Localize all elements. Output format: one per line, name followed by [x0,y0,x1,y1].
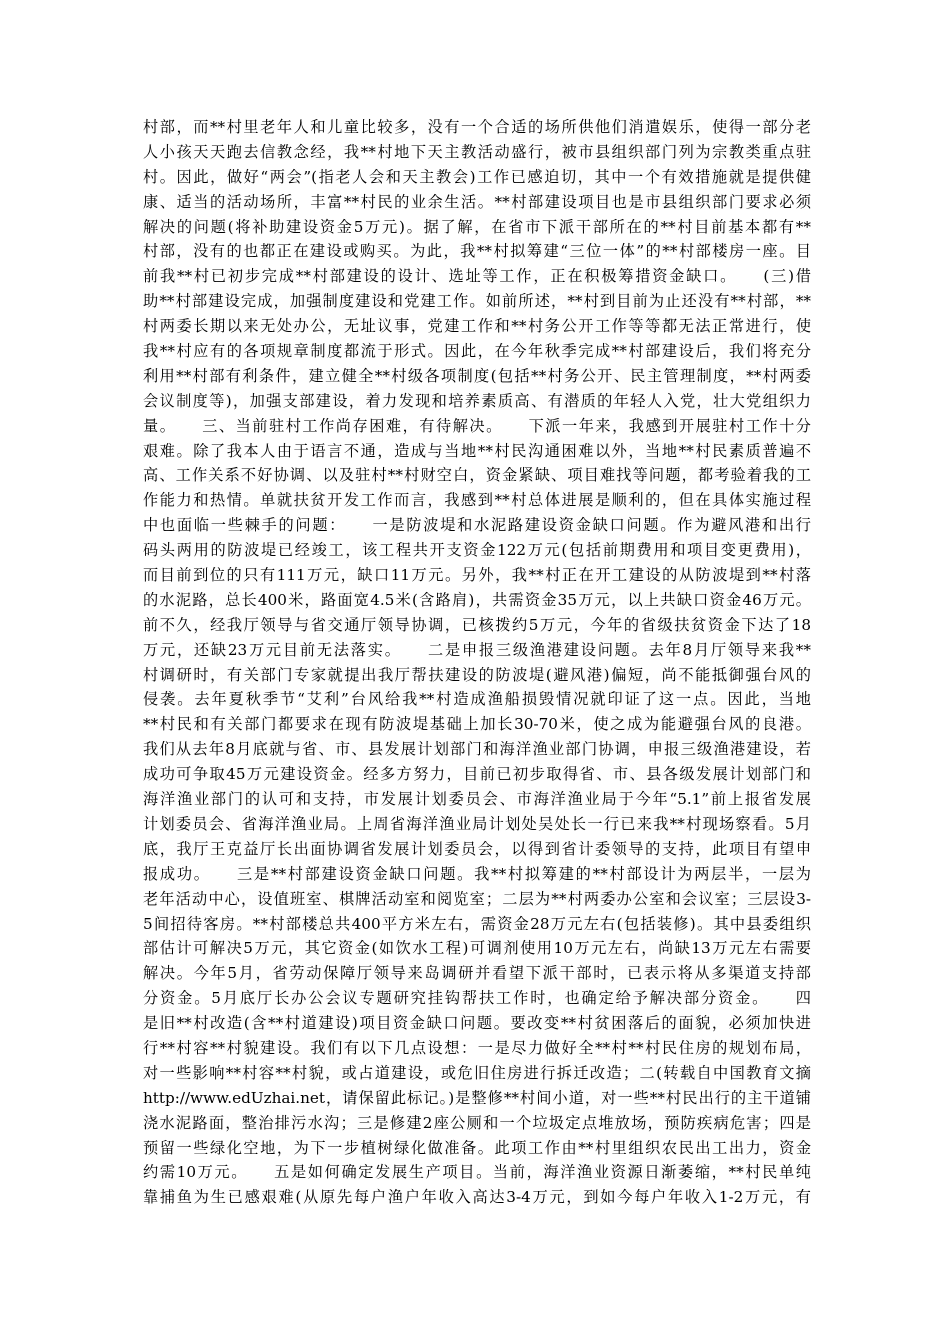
text-line: 村。因此，做好“两会”(指老人会和天主教会)工作已感迫切，其中一个有效措施就是提供健 [143,167,811,186]
text-line: 分资金。5月底厅长办公会议专题研究挂钩帮扶工作时，也确定给予解决部分资金。 四 [143,989,811,1008]
text-line: 是旧**村改造(含**村道建设)项目资金缺口问题。要改变**村贫困落后的面貌，必须加快进 [143,1014,811,1033]
text-line: 艰难。除了我本人由于语言不通，造成与当地**村民沟通困难以外，当地**村民素质普遍不 [143,441,811,460]
text-line: 前我**村已初步完成**村部建设的设计、选址等工作，正在积极筹措资金缺口。 (三)借 [143,267,811,286]
text-line: 浇水泥路面，整治排污水沟；三是修建2座公厕和一个垃圾定点堆放场，预防疾病危害；四是 [143,1113,811,1132]
text-line: 人小孩天天跑去信教念经，我**村地下天主教活动盛行，被市县组织部门列为宗教类重点驻 [143,142,811,161]
text-line: 老年活动中心，设值班室、棋牌活动室和阅览室；二层为**村两委办公室和会议室；三层设3- [143,889,811,908]
text-line: 底，我厅王克益厅长出面协调省发展计划委员会，以得到省计委领导的支持，此项目有望申 [143,839,811,858]
text-line: 计划委员会、省海洋渔业局。上周省海洋渔业局计划处吴处长一行已来我**村现场察看。5月 [143,814,811,833]
text-line: 作能力和热情。单就扶贫开发工作而言，我感到**村总体进展是顺利的，但在具体实施过程 [143,491,811,510]
text-line: 行**村容**村貌建设。我们有以下几点设想：一是尽力做好全**村**村民住房的规划布局， [143,1038,811,1057]
text-line: 侵袭。去年夏秋季节“艾利”台风给我**村造成渔船损毁情况就印证了这一点。因此，当地 [143,690,811,709]
text-line: 高、工作关系不好协调、以及驻村**村财空白，资金紧缺、项目难找等问题，都考验着我的工 [143,466,811,485]
text-line: 部估计可解决5万元，其它资金(如饮水工程)可调剂使用10万元左右，尚缺13万元左右需要 [143,939,811,958]
text-line: 我们从去年8月底就与省、市、县发展计划部门和海洋渔业部门协调，申报三级渔港建设，若 [143,740,811,759]
text-line: 报成功。 三是**村部建设资金缺口问题。我**村拟筹建的**村部设计为两层半，一层为 [143,864,811,883]
text-line: 靠捕鱼为生已感艰难(从原先每户渔户年收入高达3-4万元，到如今每户年收入1-2万元，有 [143,1188,811,1207]
text-line: 码头两用的防波堤已经竣工，该工程共开支资金122万元(包括前期费用和项目变更费用)， [143,541,811,560]
text-line: 村部，没有的也都正在建设或购买。为此，我**村拟筹建“三位一体”的**村部楼房一座。目 [143,242,811,261]
text-line: 解决的问题(将补助建设资金5万元)。据了解，在省市下派干部所在的**村目前基本都有** [143,217,811,236]
text-line: 海洋渔业部门的认可和支持，市发展计划委员会、市海洋渔业局于今年“5.1”前上报省发展 [143,790,811,809]
text-line: 对一些影响**村容**村貌，或占道建设，或危旧住房进行拆迁改造；二(转载自中国教育文摘 [143,1063,811,1082]
text-line: 万元，还缺23万元目前无法落实。 二是申报三级渔港建设问题。去年8月厅领导来我** [143,640,811,659]
text-line: 村两委长期以来无处办公，无址议事，党建工作和**村务公开工作等等都无法正常进行，使 [143,317,811,336]
text-line: http://www.edUzhai.net，请保留此标记。)是整修**村间小道，对一些**村民出行的主干道铺 [143,1088,811,1107]
text-line: 助**村部建设完成，加强制度建设和党建工作。如前所述，**村到目前为止还没有**村部，** [143,292,811,311]
text-line: 量。 三、当前驻村工作尚存困难，有待解决。 下派一年来，我感到开展驻村工作十分 [143,416,811,435]
text-line: 预留一些绿化空地，为下一步植树绿化做准备。此项工作由**村里组织农民出工出力，资金 [143,1138,811,1157]
text-line: 中也面临一些棘手的问题： 一是防波堤和水泥路建设资金缺口问题。作为避风港和出行 [143,516,811,535]
text-line: 的水泥路，总长400米，路面宽4.5米(含路肩)，共需资金35万元，以上共缺口资金46万元。 [143,590,811,609]
text-line: 5间招待客房。**村部楼总共400平方米左右，需资金28万元左右(包括装修)。其中县委组织 [143,914,811,933]
text-line: 约需10万元。 五是如何确定发展生产项目。当前，海洋渔业资源日渐萎缩，**村民单纯 [143,1163,811,1182]
text-line: 会议制度等)，加强支部建设，着力发现和培养素质高、有潜质的年轻人入党，壮大党组织力 [143,391,811,410]
text-line: 康、适当的活动场所，丰富**村民的业余生活。**村部建设项目也是市县组织部门要求必须 [143,192,811,211]
text-line: 村部，而**村里老年人和儿童比较多，没有一个合适的场所供他们消遣娱乐，使得一部分老 [143,118,811,136]
document-page [143,115,811,1210]
text-line: 前不久，经我厅领导与省交通厅领导协调，已核拨约5万元，今年的省级扶贫资金下达了18 [143,615,811,634]
text-line: 成功可争取45万元建设资金。经多方努力，目前已初步取得省、市、县各级发展计划部门和 [143,765,811,784]
text-line: 而目前到位的只有111万元，缺口11万元。另外，我**村正在开工建设的从防波堤到**村落 [143,566,811,585]
text-line: 解决。今年5月，省劳动保障厅领导来岛调研并看望下派干部时，已表示将从多渠道支持部 [143,964,811,983]
text-line: **村民和有关部门都要求在现有防波堤基础上加长30-70米，使之成为能避强台风的良港。 [143,715,811,734]
text-line: 我**村应有的各项规章制度都流于形式。因此，在今年秋季完成**村部建设后，我们将充分 [143,342,811,361]
text-line: 村调研时，有关部门专家就提出我厅帮扶建设的防波堤(避风港)偏短，尚不能抵御强台风的 [143,665,811,684]
text-line: 利用**村部有利条件，建立健全**村级各项制度(包括**村务公开、民主管理制度，**村两委 [143,366,811,385]
